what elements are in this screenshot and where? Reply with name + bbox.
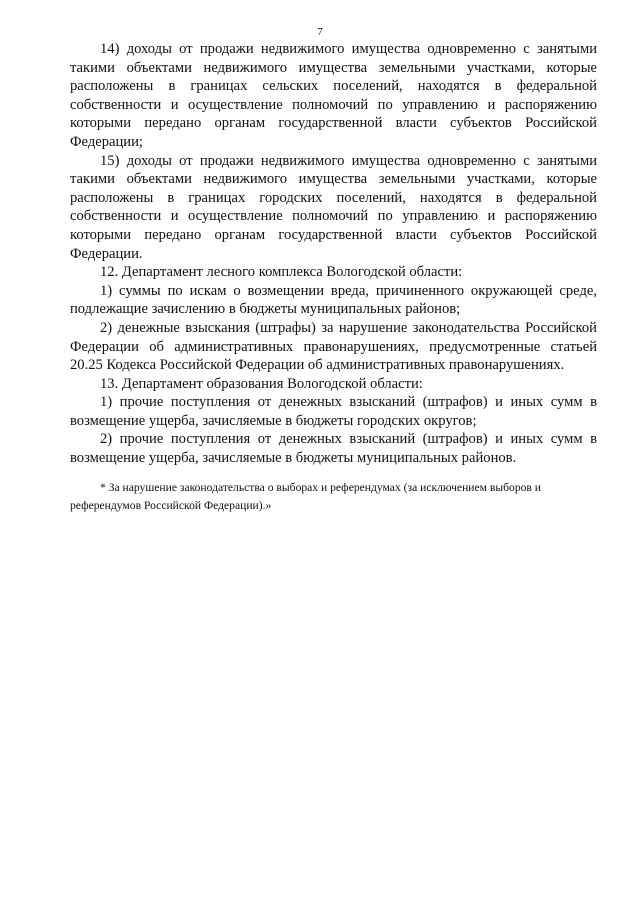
paragraph-education-item-2: 2) прочие поступления от денежных взысканий (штрафов) и иных сумм в возмещение ущерба, зачисляемые в бюджеты муниципальных районов. xyxy=(70,431,597,467)
paragraph-item-15: 15) доходы от продажи недвижимого имущества одновременно с занятыми такими объектами недвижимого имущества земельными участками, которые расположены в границах городских поселений, находятся в федеральной собственности и осуществление полномочий по управлению и распоряжению которыми передано органам государственной власти субъектов Российской Федерации. xyxy=(70,152,597,262)
section-heading-forestry-department: 12. Департамент лесного комплекса Вологодской области: xyxy=(100,264,463,281)
paragraph-item-14: 14) доходы от продажи недвижимого имущества одновременно с занятыми такими объектами недвижимого имущества земельными участками, которые расположены в границах сельских поселений, находятся в федеральной собственности и осуществление полномочий по управлению и распоряжению которыми передано органам государственной власти субъектов Российской Федерации; xyxy=(70,41,597,150)
paragraph-education-item-1: 1) прочие поступления от денежных взысканий (штрафов) и иных сумм в возмещение ущерба, зачисляемые в бюджеты городских округов; xyxy=(70,394,597,429)
footnote: * За нарушение законодательства о выборах и референдумах (за исключением выборов и референдумов Российской Федерации).» xyxy=(70,481,542,512)
section-heading-education-department: 13. Департамент образования Вологодской области: xyxy=(100,375,423,392)
paragraph-forestry-item-1: 1) суммы по искам о возмещении вреда, причиненного окружающей среде, подлежащие зачислению в бюджеты муниципальных районов; xyxy=(70,282,597,318)
paragraph-forestry-item-2: 2) денежные взыскания (штрафы) за нарушение законодательства Российской Федерации об административных правонарушениях, предусмотренные статьей 20.25 Кодекса Российской Федерации об административных правонарушениях. xyxy=(70,319,597,374)
document-body xyxy=(70,40,597,468)
page-number: 7 xyxy=(317,26,323,38)
